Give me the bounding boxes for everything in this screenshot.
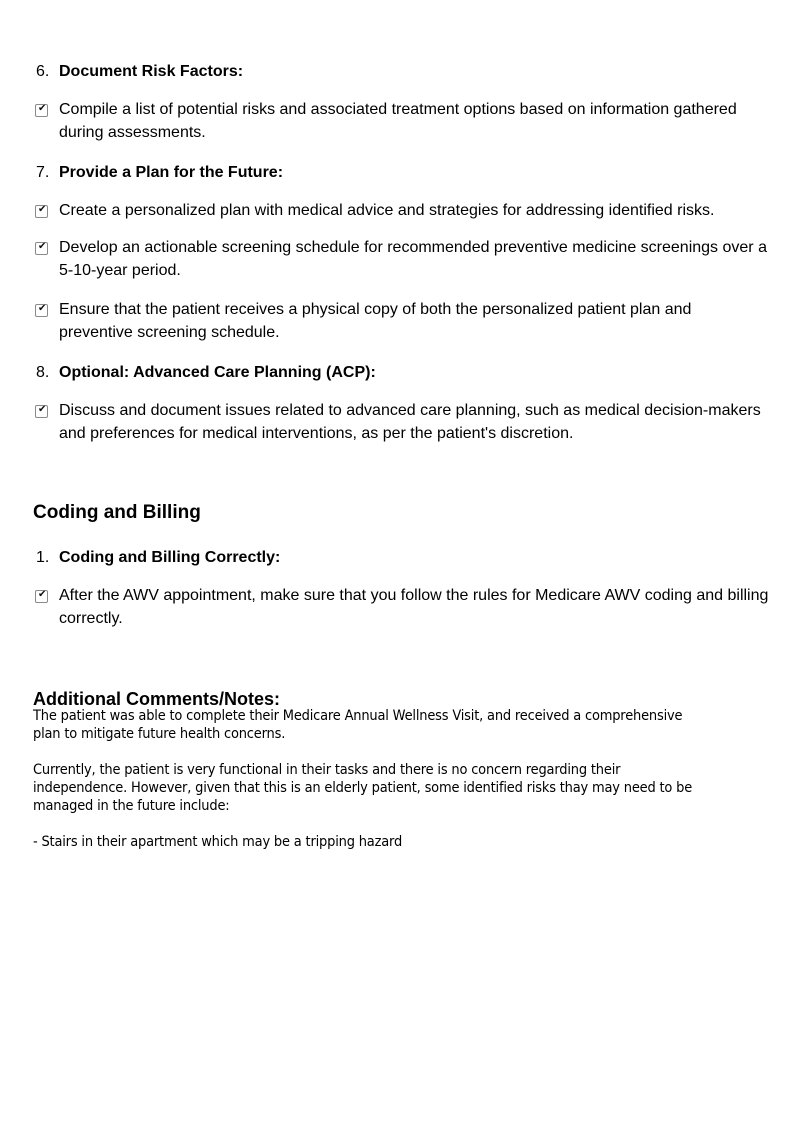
checkbox-icon[interactable] <box>35 242 48 255</box>
notes-paragraph: - Stairs in their apartment which may be a tripping hazard <box>33 834 403 850</box>
checkbox-icon[interactable] <box>35 205 48 218</box>
section-heading-coding-billing: Coding and Billing <box>33 502 201 523</box>
notes-paragraph: Currently, the patient is very functional in their tasks and there is no concern regarding their independence. However, given that this is an elderly patient, some identified risks thay may need to be managed in the future include: <box>33 762 693 814</box>
step-number: 6. <box>36 63 50 80</box>
checklist-item: Compile a list of potential risks and associated treatment options based on information gathered during assessments. <box>59 101 737 141</box>
step-number: 1. <box>36 549 50 566</box>
checklist-item: Develop an actionable screening schedule for recommended preventive medicine screenings over a 5-10-year period. <box>59 239 767 279</box>
step-title-coding-billing-correctly: Coding and Billing Correctly: <box>59 549 281 566</box>
step-title-advanced-care-planning: Optional: Advanced Care Planning (ACP): <box>59 364 376 381</box>
step-title-plan-for-future: Provide a Plan for the Future: <box>59 164 284 181</box>
checkmark-icon: ✔ <box>38 303 47 314</box>
notes-heading: Additional Comments/Notes: <box>33 689 281 709</box>
notes-paragraph: The patient was able to complete their Medicare Annual Wellness Visit, and received a comprehensive plan to mitigate future health concerns. <box>33 708 683 742</box>
step-number: 7. <box>36 164 50 181</box>
checkmark-icon: ✔ <box>38 204 47 215</box>
checklist-item: After the AWV appointment, make sure that you follow the rules for Medicare AWV coding and billing correctly. <box>59 587 769 627</box>
checklist-item: Ensure that the patient receives a physical copy of both the personalized patient plan and preventive screening schedule. <box>59 301 692 341</box>
checkbox-icon[interactable] <box>35 405 48 418</box>
checkmark-icon: ✔ <box>38 404 47 415</box>
checkmark-icon: ✔ <box>38 241 47 252</box>
checkmark-icon: ✔ <box>38 103 47 114</box>
checkmark-icon: ✔ <box>38 589 47 600</box>
step-number: 8. <box>36 364 50 381</box>
step-title-document-risk-factors: Document Risk Factors: <box>59 63 244 80</box>
checkbox-icon[interactable] <box>35 104 48 117</box>
checklist-item: Discuss and document issues related to advanced care planning, such as medical decision-makers and preferences for medical interventions, as per the patient's discretion. <box>59 402 761 442</box>
checkbox-icon[interactable] <box>35 304 48 317</box>
checklist-item: Create a personalized plan with medical advice and strategies for addressing identified risks. <box>59 202 715 219</box>
checkbox-icon[interactable] <box>35 590 48 603</box>
